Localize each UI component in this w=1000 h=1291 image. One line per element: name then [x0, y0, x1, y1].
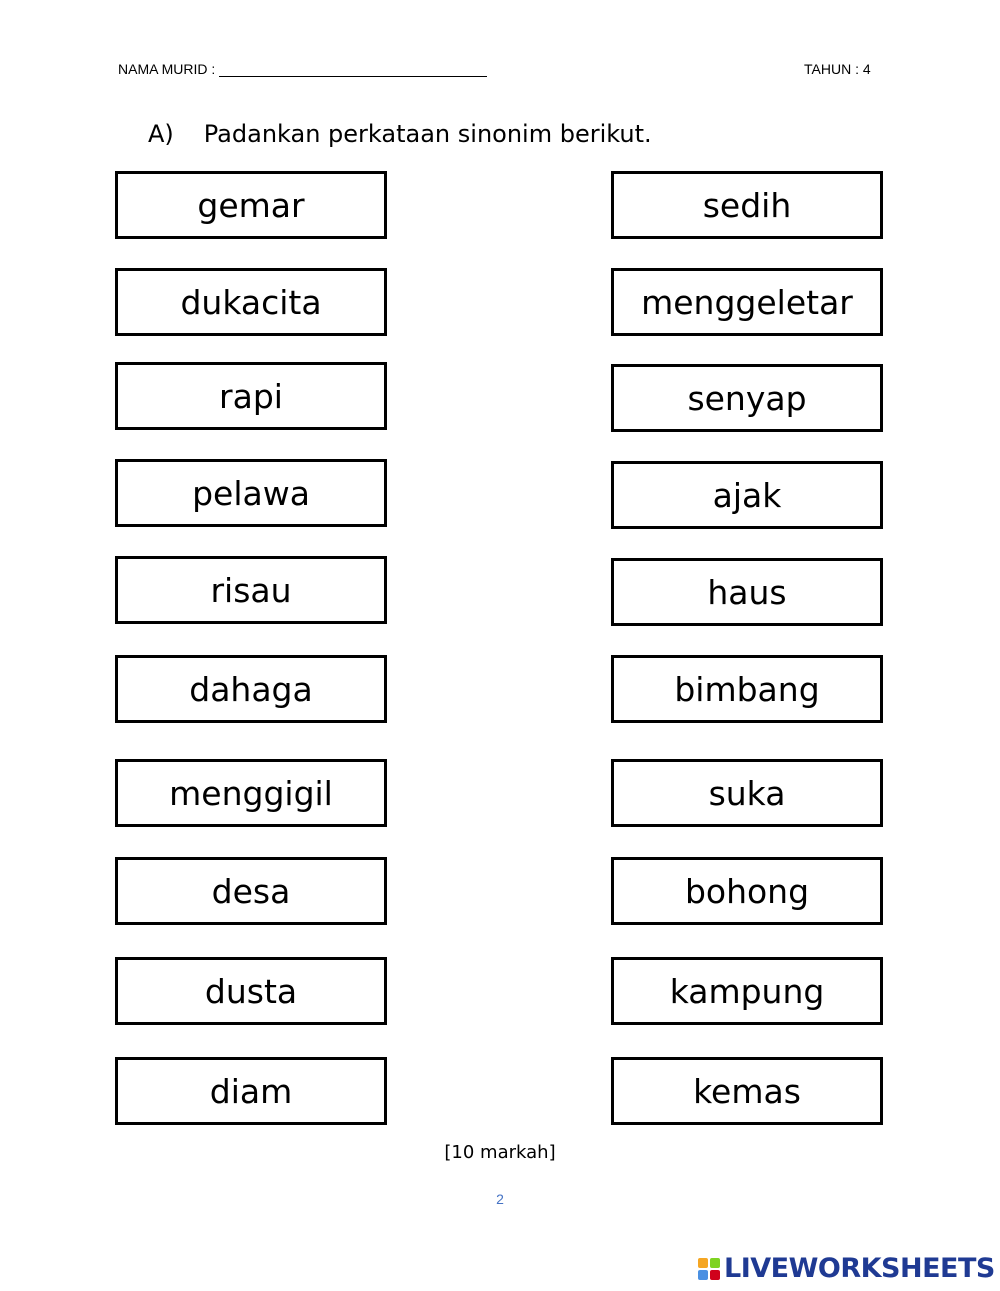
right-word-box[interactable]: ajak — [611, 461, 883, 529]
page-number: 2 — [496, 1191, 504, 1207]
right-word-box[interactable]: menggeletar — [611, 268, 883, 336]
brand-name: LIVEWORKSHEETS — [724, 1253, 995, 1284]
left-word-box[interactable]: dusta — [115, 957, 387, 1025]
left-word-box[interactable]: pelawa — [115, 459, 387, 527]
right-word-box[interactable]: bimbang — [611, 655, 883, 723]
left-word-box[interactable]: menggigil — [115, 759, 387, 827]
right-word-box[interactable]: senyap — [611, 364, 883, 432]
left-word-box[interactable]: dukacita — [115, 268, 387, 336]
right-word-box[interactable]: sedih — [611, 171, 883, 239]
total-marks: [10 markah] — [444, 1142, 556, 1163]
instruction-text: Padankan perkataan sinonim berikut. — [203, 120, 652, 148]
left-word-box[interactable]: diam — [115, 1057, 387, 1125]
right-word-box[interactable]: suka — [611, 759, 883, 827]
right-word-box[interactable]: kemas — [611, 1057, 883, 1125]
left-word-box[interactable]: risau — [115, 556, 387, 624]
liveworksheets-logo-icon — [698, 1258, 720, 1280]
student-name-line — [219, 62, 487, 77]
student-name-field — [118, 61, 487, 77]
right-word-box[interactable]: kampung — [611, 957, 883, 1025]
instruction-letter: A) — [148, 120, 174, 148]
year-label: TAHUN : 4 — [804, 61, 871, 77]
left-word-box[interactable]: rapi — [115, 362, 387, 430]
instruction — [148, 120, 652, 148]
left-word-box[interactable]: dahaga — [115, 655, 387, 723]
liveworksheets-brand — [698, 1253, 995, 1284]
left-word-box[interactable]: desa — [115, 857, 387, 925]
student-name-label: NAMA MURID : — [118, 61, 216, 77]
right-word-box[interactable]: haus — [611, 558, 883, 626]
right-word-box[interactable]: bohong — [611, 857, 883, 925]
left-word-box[interactable]: gemar — [115, 171, 387, 239]
